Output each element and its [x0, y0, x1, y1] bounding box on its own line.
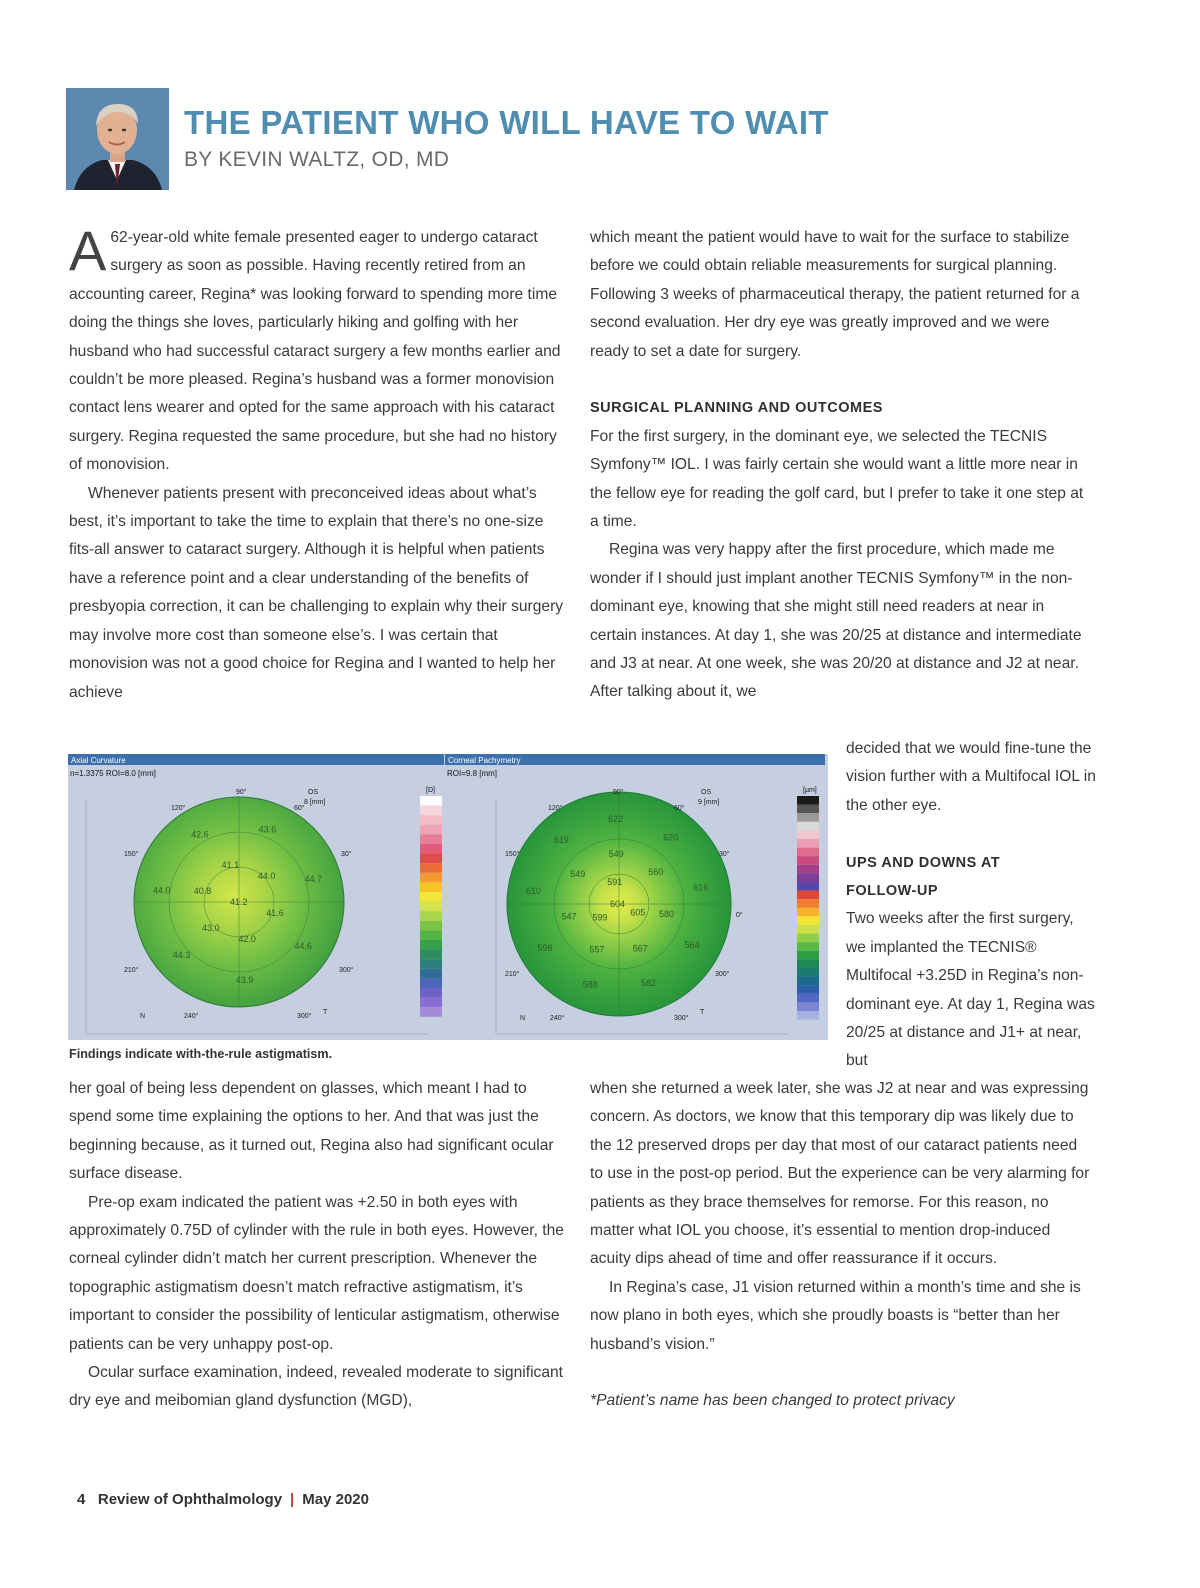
rscale-swatch	[797, 994, 819, 1003]
rvals-value: 580	[659, 908, 675, 919]
footer-separator: |	[290, 1491, 295, 1508]
left-angle-240: 240°	[184, 1013, 199, 1020]
right-angle-60: 60°	[674, 805, 685, 812]
lvals-value: 44.6	[294, 941, 312, 951]
left-os-label: OS	[308, 789, 319, 796]
rvals-value: 582	[640, 978, 656, 989]
right-scale-unit: [µm]	[803, 787, 817, 794]
section-heading-surgical-planning: SURGICAL PLANNING AND OUTCOMES	[590, 400, 883, 417]
page-footer	[77, 1491, 369, 1508]
right-angle-300-b: 300°	[674, 1015, 689, 1022]
left-panel-title: Axial Curvature	[71, 756, 126, 765]
lvals-value: 43.6	[258, 824, 277, 835]
lvals-value: 44.3	[172, 950, 191, 960]
paragraph-fine-tune: decided that we would fine-tune the vision further with a Multifocal IOL in the other eye.	[846, 740, 1096, 814]
lscale-swatch	[420, 930, 442, 940]
rscale-swatch	[797, 805, 819, 814]
lscale-swatch	[420, 921, 442, 931]
page-number: 4	[77, 1491, 86, 1508]
lvals-value: 41.6	[266, 908, 284, 919]
topography-figure	[68, 754, 828, 1040]
rscale-swatch	[797, 1011, 819, 1020]
right-angle-0: 0°	[736, 912, 743, 919]
paragraph-returned: when she returned a week later, she was J2 at near and was expressing concern. As doctors, we know that this temporary dip was likely due to the 12 preserved drops per day that most of our cataract patients need to use in the post-op period. But the experience can be very alarming for patients as they brace themselves for remorse. For this reason, no matter what IOL you choose, it’s essential to mention drop-induced acuity dips ahead of time and offer reassurance if it occurs.	[590, 1080, 1090, 1268]
rvals-value: 560	[648, 866, 664, 877]
journal-name: Review of Ophthalmology	[97, 1491, 283, 1508]
author-photo	[66, 88, 169, 190]
rscale-swatch	[797, 848, 819, 857]
rvals-value: 605	[630, 907, 646, 918]
section-heading-ups-downs-1: UPS AND DOWNS AT	[846, 854, 1001, 871]
rscale-swatch	[797, 951, 819, 960]
footnote-privacy: *Patient’s name has been changed to protect privacy	[590, 1392, 955, 1410]
right-angle-240: 240°	[550, 1015, 565, 1022]
column-2-top	[590, 224, 1090, 707]
rscale-swatch	[797, 968, 819, 977]
paragraph-intro: 62-year-old white female presented eager to undergo cataract surgery as soon as possible. Having recently retired from an accounting career, Regina* was looking forward to spending more time doing the things she loves, particularly hiking and golfing with her husband who had successful cataract surgery a few months earlier and couldn’t be more pleased. Regina’s husband was a former monovision contact lens wearer and opted for the same approach with his cataract surgery. Regina requested the same procedure, but she had no history of monovision.	[69, 229, 561, 474]
rscale-swatch	[797, 891, 819, 900]
rscale-swatch	[797, 977, 819, 986]
paragraph-wait: which meant the patient would have to wait for the surface to stabilize before we could obtain reliable measurements for surgical planning. Following 3 weeks of pharmaceutical therapy, the patient returned for a second evaluation. Her dry eye was greatly improved and we were ready to set a date for surgery.	[590, 229, 1080, 360]
lscale-swatch	[420, 959, 442, 969]
lvals-value: 40.8	[193, 885, 212, 896]
rvals-value: 557	[589, 944, 605, 955]
left-mm-label: 8 [mm]	[304, 799, 326, 806]
lscale-swatch	[420, 998, 442, 1008]
lscale-swatch	[420, 882, 442, 892]
lscale-swatch	[420, 825, 442, 835]
left-scale-unit: [D]	[426, 787, 435, 794]
lscale-swatch	[420, 969, 442, 979]
rvals-value: 547	[561, 911, 577, 922]
lscale-swatch	[420, 988, 442, 998]
rscale-swatch	[797, 882, 819, 891]
article-title: THE PATIENT WHO WILL HAVE TO WAIT	[184, 104, 829, 141]
lscale-swatch	[420, 834, 442, 844]
rvals-value: 564	[684, 939, 700, 950]
lvals-value: 41.1	[221, 859, 240, 870]
left-label-t: T	[323, 1009, 328, 1016]
rvals-value: 604	[610, 899, 626, 909]
rscale-swatch	[797, 925, 819, 934]
right-mm-label: 9 [mm]	[698, 799, 720, 806]
lscale-swatch	[420, 844, 442, 854]
left-angle-150: 150°	[124, 851, 139, 858]
rscale-swatch	[797, 916, 819, 925]
lscale-swatch	[420, 902, 442, 912]
rscale-swatch	[797, 822, 819, 831]
lvals-value: 43.9	[235, 974, 254, 985]
column-2-bottom	[590, 1075, 1090, 1416]
paragraph-two-weeks: Two weeks after the first surgery, we implanted the TECNIS® Multifocal +3.25D in Regina’s non-dominant eye. At day 1, Regina was 20/25 at distance and J1+ at near, but	[846, 910, 1095, 1070]
left-angle-120: 120°	[171, 805, 186, 812]
lvals-value: 43.0	[202, 922, 220, 933]
lvals-value: 44.0	[152, 885, 171, 896]
rscale-swatch	[797, 839, 819, 848]
rvals-value: 549	[570, 868, 586, 879]
topography-maps	[68, 754, 828, 1040]
right-label-t: T	[700, 1009, 705, 1016]
rvals-value: 549	[608, 849, 624, 859]
rscale-swatch	[797, 985, 819, 994]
right-angle-30: 30°	[719, 851, 730, 858]
lscale-swatch	[420, 911, 442, 921]
left-angle-210: 210°	[124, 967, 139, 974]
paragraph-preconceived: Whenever patients present with preconceived ideas about what’s best, it’s important to take the time to explain that there’s no one-size fits-all answer to cataract surgery. Although it is helpful when patients have a reference point and a clear understanding of the benefits of presbyopia correction, it can be challenging to explain why their surgery may involve more cost than someone else’s. I was certain that monovision was not a good choice for Regina and I wanted to help her achieve	[69, 484, 564, 701]
rscale-swatch	[797, 1002, 819, 1011]
figure-caption: Findings indicate with-the-rule astigmatism.	[69, 1047, 333, 1061]
lscale-swatch	[420, 815, 442, 825]
lscale-swatch	[420, 950, 442, 960]
rscale-swatch	[797, 959, 819, 968]
rvals-value: 622	[608, 814, 624, 824]
rvals-value: 619	[553, 835, 569, 846]
rvals-value: 591	[607, 877, 623, 888]
paragraph-regina-happy: Regina was very happy after the first procedure, which made me wonder if I should just implant another TECNIS Symfony™ in the non-dominant eye, knowing that she might still need readers at near in certain instances. At day 1, she was 20/25 at distance and intermediate and J3 at near. At one week, she was 20/20 at distance and J2 at near. After talking about it, we	[590, 541, 1082, 701]
right-angle-150: 150°	[505, 851, 520, 858]
rscale-swatch	[797, 830, 819, 839]
rvals-value: 620	[663, 832, 679, 843]
rvals-value: 567	[632, 943, 648, 954]
right-os-label: OS	[701, 789, 712, 796]
paragraph-pre-op: Pre-op exam indicated the patient was +2.50 in both eyes with approximately 0.75D of cylinder with the rule in both eyes. However, the corneal cylinder didn’t match her current prescription. Whenever the topographic astigmatism doesn’t match refractive astigmatism, it’s important to consider the possibility of lenticular astigmatism, otherwise patients can be very unhappy post-op.	[69, 1193, 564, 1353]
lvals-value: 42.0	[238, 934, 256, 945]
paragraph-ocular-surface: Ocular surface examination, indeed, revealed moderate to significant dry eye and meibomian gland dysfunction (MGD),	[69, 1364, 564, 1410]
left-angle-300-b: 300°	[297, 1013, 312, 1020]
right-angle-90: 90°	[613, 789, 624, 796]
column-1-bottom	[69, 1075, 569, 1416]
rscale-swatch	[797, 899, 819, 908]
lscale-swatch	[420, 806, 442, 816]
left-angle-300: 300°	[339, 967, 354, 974]
left-color-scale	[420, 796, 442, 1017]
left-angle-90: 90°	[236, 789, 247, 796]
rscale-swatch	[797, 865, 819, 874]
right-panel-subtitle: ROI=9.8 [mm]	[447, 769, 498, 778]
rscale-swatch	[797, 908, 819, 917]
section-heading-ups-downs-2: FOLLOW-UP	[846, 883, 938, 900]
right-angle-120: 120°	[548, 805, 563, 812]
lvals-value: 44.7	[304, 874, 323, 885]
column-1-top	[69, 219, 569, 707]
left-angle-60: 60°	[294, 805, 305, 812]
rvals-value: 598	[537, 943, 553, 954]
issue-date: May 2020	[302, 1491, 369, 1508]
rscale-swatch	[797, 796, 819, 805]
rvals-value: 610	[526, 886, 542, 897]
right-color-scale	[797, 796, 819, 1020]
left-label-n: N	[140, 1013, 146, 1020]
rscale-swatch	[797, 873, 819, 882]
right-panel-title: Corneal Pachymetry	[448, 756, 521, 765]
author-portrait-illustration	[66, 88, 169, 190]
column-2-narrow	[846, 735, 1096, 1076]
rscale-swatch	[797, 813, 819, 822]
rvals-value: 588	[582, 979, 598, 990]
lvals-value: 41.2	[230, 897, 248, 907]
paragraph-goal: her goal of being less dependent on glasses, which meant I had to spend some time explaining the options to her. And that was just the beginning because, as it turned out, Regina also had significant ocular surface disease.	[69, 1080, 554, 1183]
right-label-n: N	[520, 1015, 526, 1022]
lscale-swatch	[420, 940, 442, 950]
lscale-swatch	[420, 892, 442, 902]
left-panel-subtitle: n=1.3375 ROI=8.0 [mm]	[70, 769, 156, 778]
lscale-swatch	[420, 873, 442, 883]
lvals-value: 42.6	[191, 829, 209, 840]
drop-cap: A	[69, 219, 107, 282]
lscale-swatch	[420, 978, 442, 988]
rscale-swatch	[797, 942, 819, 951]
article-byline: BY KEVIN WALTZ, OD, MD	[184, 148, 450, 171]
rscale-swatch	[797, 856, 819, 865]
paragraph-j1-vision: In Regina’s case, J1 vision returned within a month’s time and she is now plano in both eyes, which she proudly boasts is “better than her husband’s vision.”	[590, 1278, 1081, 1353]
lvals-value: 44.0	[257, 871, 276, 882]
rvals-value: 599	[592, 912, 608, 923]
rvals-value: 616	[693, 882, 709, 893]
right-angle-300: 300°	[715, 971, 730, 978]
rscale-swatch	[797, 934, 819, 943]
lscale-swatch	[420, 1007, 442, 1017]
lscale-swatch	[420, 854, 442, 864]
left-angle-30: 30°	[341, 851, 352, 858]
lscale-swatch	[420, 796, 442, 806]
right-angle-210: 210°	[505, 971, 520, 978]
lscale-swatch	[420, 863, 442, 873]
paragraph-first-surgery: For the first surgery, in the dominant eye, we selected the TECNIS Symfony™ IOL. I was fairly certain she would want a little more near in the fellow eye for reading the golf card, but I prefer to take it one step at a time.	[590, 427, 1084, 531]
